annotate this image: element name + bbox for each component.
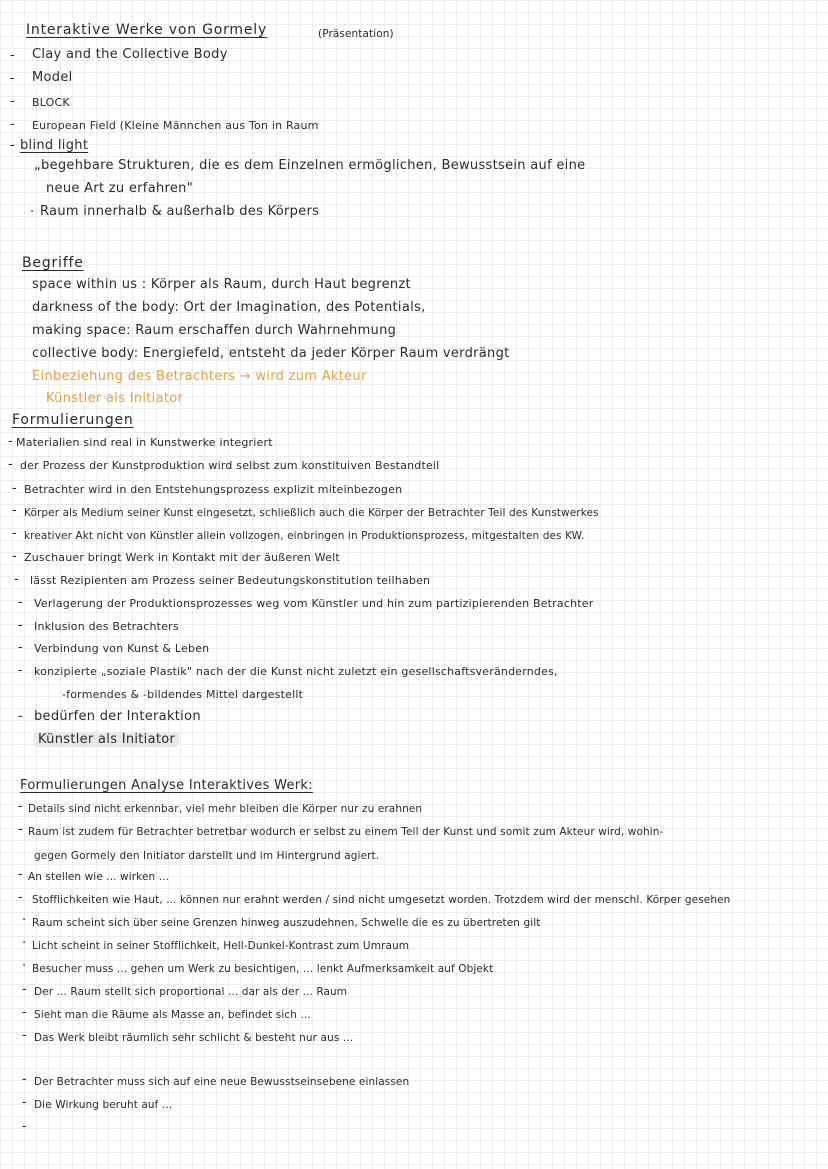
analysis-item: Der ... Raum stellt sich proportional ... dar als der ... Raum xyxy=(34,986,348,998)
analysis-item: Die Wirkung beruht auf ... xyxy=(34,1099,173,1111)
list-item: lässt Rezipienten am Prozess seiner Bedeutungskonstitution teilhaben xyxy=(30,574,431,587)
list-item: Materialien sind real in Kunstwerke integriert xyxy=(16,436,273,449)
term-item: collective body: Energiefeld, entsteht da jeder Körper Raum verdrängt xyxy=(32,346,510,361)
bullet-dash: - xyxy=(18,595,23,610)
bullet-dash: - xyxy=(10,138,15,153)
section-heading-analyse: Formulierungen Analyse Interaktives Werk: xyxy=(20,778,313,793)
list-item: kreativer Akt nicht von Künstler allein vollzogen, einbringen in Produktionsprozess, mitgestalten des KW. xyxy=(24,530,585,542)
analysis-item: Sieht man die Räume als Masse an, befindet sich ... xyxy=(34,1009,311,1021)
bullet-dash: - xyxy=(10,94,15,109)
bullet-dash: - xyxy=(12,526,17,541)
highlighted-text: Künstler als Initiator xyxy=(34,732,179,747)
term-item-highlight: Künstler als Initiator xyxy=(46,391,184,406)
bullet-dash: - xyxy=(12,481,17,496)
quote-line: neue Art zu erfahren" xyxy=(46,181,193,196)
bullet-dash-empty: - xyxy=(22,1119,27,1134)
bullet-dash: - xyxy=(8,434,13,449)
list-item: Raum innerhalb & außerhalb des Körpers xyxy=(40,204,320,219)
term-item-highlight: Einbeziehung des Betrachters → wird zum Akteur xyxy=(32,369,367,384)
bullet-dash: - xyxy=(18,890,23,905)
analysis-item: An stellen wie ... wirken ... xyxy=(28,871,170,883)
analysis-item: Besucher muss ... gehen um Werk zu besichtigen, ... lenkt Aufmerksamkeit auf Objekt xyxy=(32,963,494,975)
bullet-dash: - xyxy=(22,982,27,997)
term-item: darkness of the body: Ort der Imagination, des Potentials, xyxy=(32,300,426,315)
analysis-item: Stofflichkeiten wie Haut, ... können nur erahnt werden / sind nicht umgesetzt worden. Trotzdem wird der menschl. Körper gesehen xyxy=(32,894,731,906)
bullet-dash: - xyxy=(18,867,23,882)
bullet-dot: · xyxy=(22,959,27,974)
list-item-continuation: -formendes & -bildendes Mittel dargestellt xyxy=(62,688,304,701)
bullet-dot: · xyxy=(22,913,27,928)
analysis-item: Raum ist zudem für Betrachter betretbar wodurch er selbst zu einem Teil der Kunst und somit zum Akteur wird, wohin- xyxy=(28,826,664,838)
list-item: bedürfen der Interaktion xyxy=(34,709,201,724)
list-item-blind-light: blind light xyxy=(20,138,89,153)
list-item: Inklusion des Betrachters xyxy=(34,620,179,633)
bullet-dash: - xyxy=(8,457,13,472)
list-item: Verlagerung der Produktionsprozesses weg vom Künstler und hin zum partizipierenden Betrachter xyxy=(34,597,594,610)
bullet-dash: - xyxy=(18,663,23,678)
term-item: space within us : Körper als Raum, durch Haut begrenzt xyxy=(32,277,411,292)
bullet-dash: - xyxy=(18,618,23,633)
analysis-item-continuation: gegen Gormely den Initiator darstellt und im Hintergrund agiert. xyxy=(34,850,380,862)
bullet-dash: - xyxy=(22,1072,27,1087)
quote-line: „begehbare Strukturen, die es dem Einzelnen ermöglichen, Bewusstsein auf eine xyxy=(34,158,586,173)
list-item: Zuschauer bringt Werk in Kontakt mit der äußeren Welt xyxy=(24,551,340,564)
bullet-dash: - xyxy=(10,117,15,132)
list-item: European Field (Kleine Männchen aus Ton in Raum xyxy=(32,119,319,132)
list-item: Körper als Medium seiner Kunst eingesetzt, schließlich auch die Körper der Betrachter Teil des Kunstwerkes xyxy=(24,507,599,519)
list-item: konzipierte „soziale Plastik" nach der die Kunst nicht zuletzt ein gesellschaftsveränderndes, xyxy=(34,665,558,678)
list-item: der Prozess der Kunstproduktion wird selbst zum konstituiven Bestandteil xyxy=(20,459,440,472)
section-heading-begriffe: Begriffe xyxy=(22,255,84,271)
analysis-item: Der Betrachter muss sich auf eine neue Bewusstseinsebene einlassen xyxy=(34,1076,410,1088)
bullet-dash: - xyxy=(12,549,17,564)
bullet-dash: - xyxy=(22,1095,27,1110)
bullet-dash: - xyxy=(12,503,17,518)
analysis-item: Raum scheint sich über seine Grenzen hinweg auszudehnen, Schwelle die es zu übertreten gilt xyxy=(32,917,541,929)
list-item-highlight xyxy=(34,732,179,748)
analysis-item: Das Werk bleibt räumlich sehr schlicht & besteht nur aus ... xyxy=(34,1032,354,1044)
bullet-dash: - xyxy=(22,1005,27,1020)
analysis-item: Licht scheint in seiner Stofflichkeit, Hell-Dunkel-Kontrast zum Umraum xyxy=(32,940,410,952)
bullet-dash: - xyxy=(10,48,15,63)
title-text: Interaktive Werke von Gormely xyxy=(26,22,268,38)
term-item: making space: Raum erschaffen durch Wahrnehmung xyxy=(32,323,397,338)
bullet-dash: - xyxy=(22,1028,27,1043)
list-item: Clay and the Collective Body xyxy=(32,47,228,62)
bullet-dash: - xyxy=(14,572,19,587)
bullet-dash: - xyxy=(18,799,23,814)
section-heading-formulierungen: Formulierungen xyxy=(12,412,134,428)
list-item: Model xyxy=(32,70,73,85)
analysis-item: Details sind nicht erkennbar, viel mehr bleiben die Körper nur zu erahnen xyxy=(28,803,423,815)
page-title xyxy=(26,22,267,38)
list-item: BLOCK xyxy=(32,96,70,109)
list-item: Betrachter wird in den Entstehungsprozess explizit miteinbezogen xyxy=(24,483,403,496)
bullet-dash: - xyxy=(18,640,23,655)
bullet-dot: · xyxy=(22,936,27,951)
bullet-dash: - xyxy=(10,71,15,86)
bullet-dot: · xyxy=(30,205,35,220)
list-item: Verbindung von Kunst & Leben xyxy=(34,642,210,655)
bullet-dash: - xyxy=(18,709,23,724)
bullet-dash: - xyxy=(18,822,23,837)
title-note: (Präsentation) xyxy=(318,28,394,40)
